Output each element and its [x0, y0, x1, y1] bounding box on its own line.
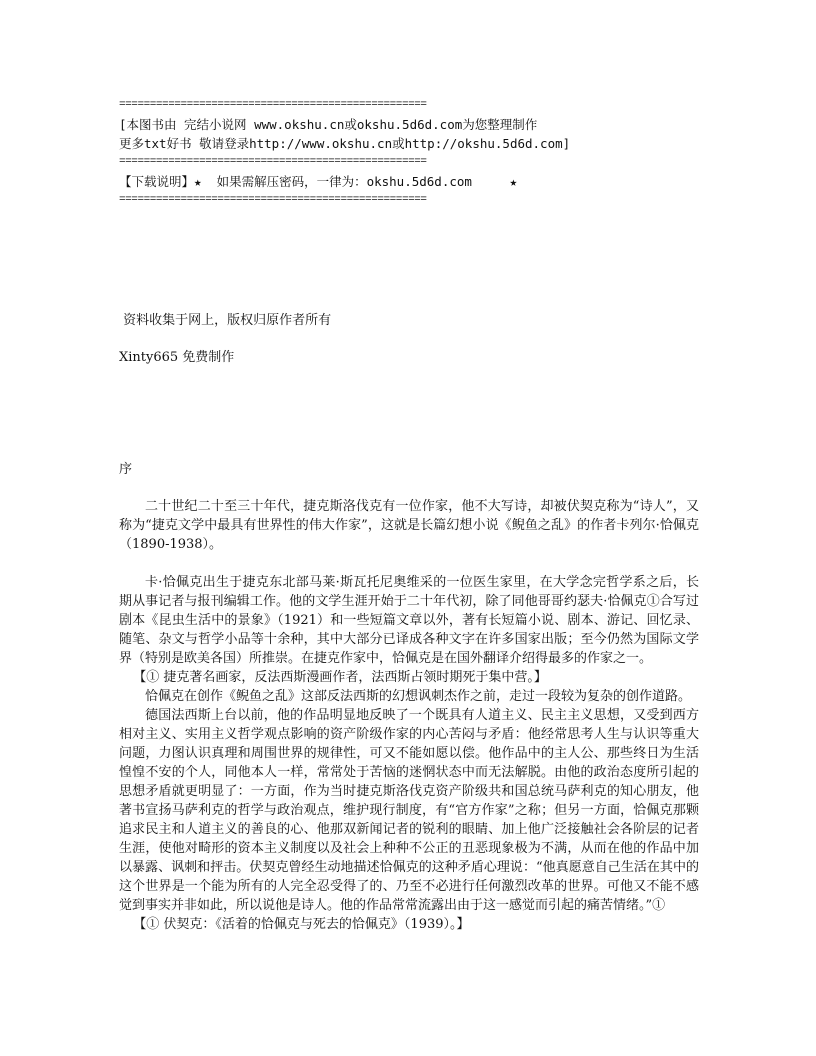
- header-block: [119, 96, 699, 210]
- separator-rule-top: ==================================================: [119, 99, 427, 111]
- credit-line-1: [本图书由 完结小说网 www.okshu.cn或okshu.5d6d.com为您整理制作: [119, 117, 538, 132]
- paragraph-intro: 二十世纪二十至三十年代，捷克斯洛伐克有一位作家，他不大写诗，却被伏契克称为“诗人”，又称为“捷克文学中最具有世界性的伟大作家”，这就是长篇幻想小说《鲵鱼之乱》的作者卡列尔·恰佩克（1890-1938）。: [119, 499, 699, 552]
- maker-notice: Xinty665 免费制作: [119, 350, 235, 365]
- paragraph-creative-path: 恰佩克在创作《鲵鱼之乱》这部反法西斯的幻想讽刺杰作之前，走过一段较为复杂的创作道路。: [145, 689, 692, 704]
- paragraph-biography: 卡·恰佩克出生于捷克东北部马莱·斯瓦托尼奥维采的一位医生家里，在大学念完哲学系之后，长期从事记者与报刊编辑工作。他的文学生涯开始于二十年代初，除了同他哥哥约瑟夫·恰佩克①合写过剧本《昆虫生活中的景象》（1921）和一些短篇文章以外，著有长短篇小说、剧本、游记、回忆录、随笔、杂文与哲学小品等十余种，其中大部分已译成各种文字在许多国家出版；至今仍然为国际文学界（特别是欧美各国）所推崇。在捷克作家中，恰佩克是在国外翻译介绍得最多的作家之一。: [119, 575, 699, 666]
- footnote-1: 【① 捷克著名画家，反法西斯漫画作者，法西斯占领时期死于集中营。】: [133, 670, 547, 685]
- paragraph-contradictions: 德国法西斯上台以前，他的作品明显地反映了一个既具有人道主义、民主主义思想，又受到西方相对主义、实用主义哲学观点影响的资产阶级作家的内心苦闷与矛盾：他经常思考人生与认识等重大问题，力图认识真理和周围世界的规律性，可又不能如愿以偿。他作品中的主人公、那些终日为生活惶惶不安的个人，同他本人一样，常常处于苦恼的迷惘状态中而无法解脱。由他的政治态度所引起的思想矛盾就更明显了：一方面，作为当时捷克斯洛伐克资产阶级共和国总统马萨利克的知心朋友，他著书宣扬马萨利克的哲学与政治观点，维护现行制度，有“官方作家”之称；但另一方面，恰佩克那颗追求民主和人道主义的善良的心、他那双新闻记者的锐利的眼睛、加上他广泛接触社会各阶层的记者生涯，使他对畸形的资本主义制度以及社会上种种不公正的丑恶现象极为不满，从而在他的作品中加以暴露、讽刺和抨击。伏契克曾经生动地描述恰佩克的这种矛盾心理说：“他真愿意自己生活在其中的这个世界是一个能为所有的人完全忍受得了的、乃至不必进行任何激烈改革的世界。可他又不能不感觉到事实并非如此，所以说他是诗人。他的作品常常流露出由于这一感觉而引起的痛苦情绪。”①: [119, 708, 699, 913]
- footnote-2: 【① 伏契克：《活着的恰佩克与死去的恰佩克》（1939）。】: [133, 917, 470, 932]
- document-page: [119, 96, 699, 934]
- credit-line-2: 更多txt好书 敬请登录http://www.okshu.cn或http://okshu.5d6d.com]: [119, 136, 571, 151]
- separator-rule-middle: ==================================================: [119, 156, 427, 168]
- separator-rule-bottom: ==================================================: [119, 194, 427, 206]
- section-title: 序: [119, 462, 133, 477]
- copyright-notice: 资料收集于网上，版权归原作者所有: [119, 313, 332, 328]
- download-note: 【下载说明】★ 如果需解压密码，一律为：okshu.5d6d.com ★: [119, 174, 518, 189]
